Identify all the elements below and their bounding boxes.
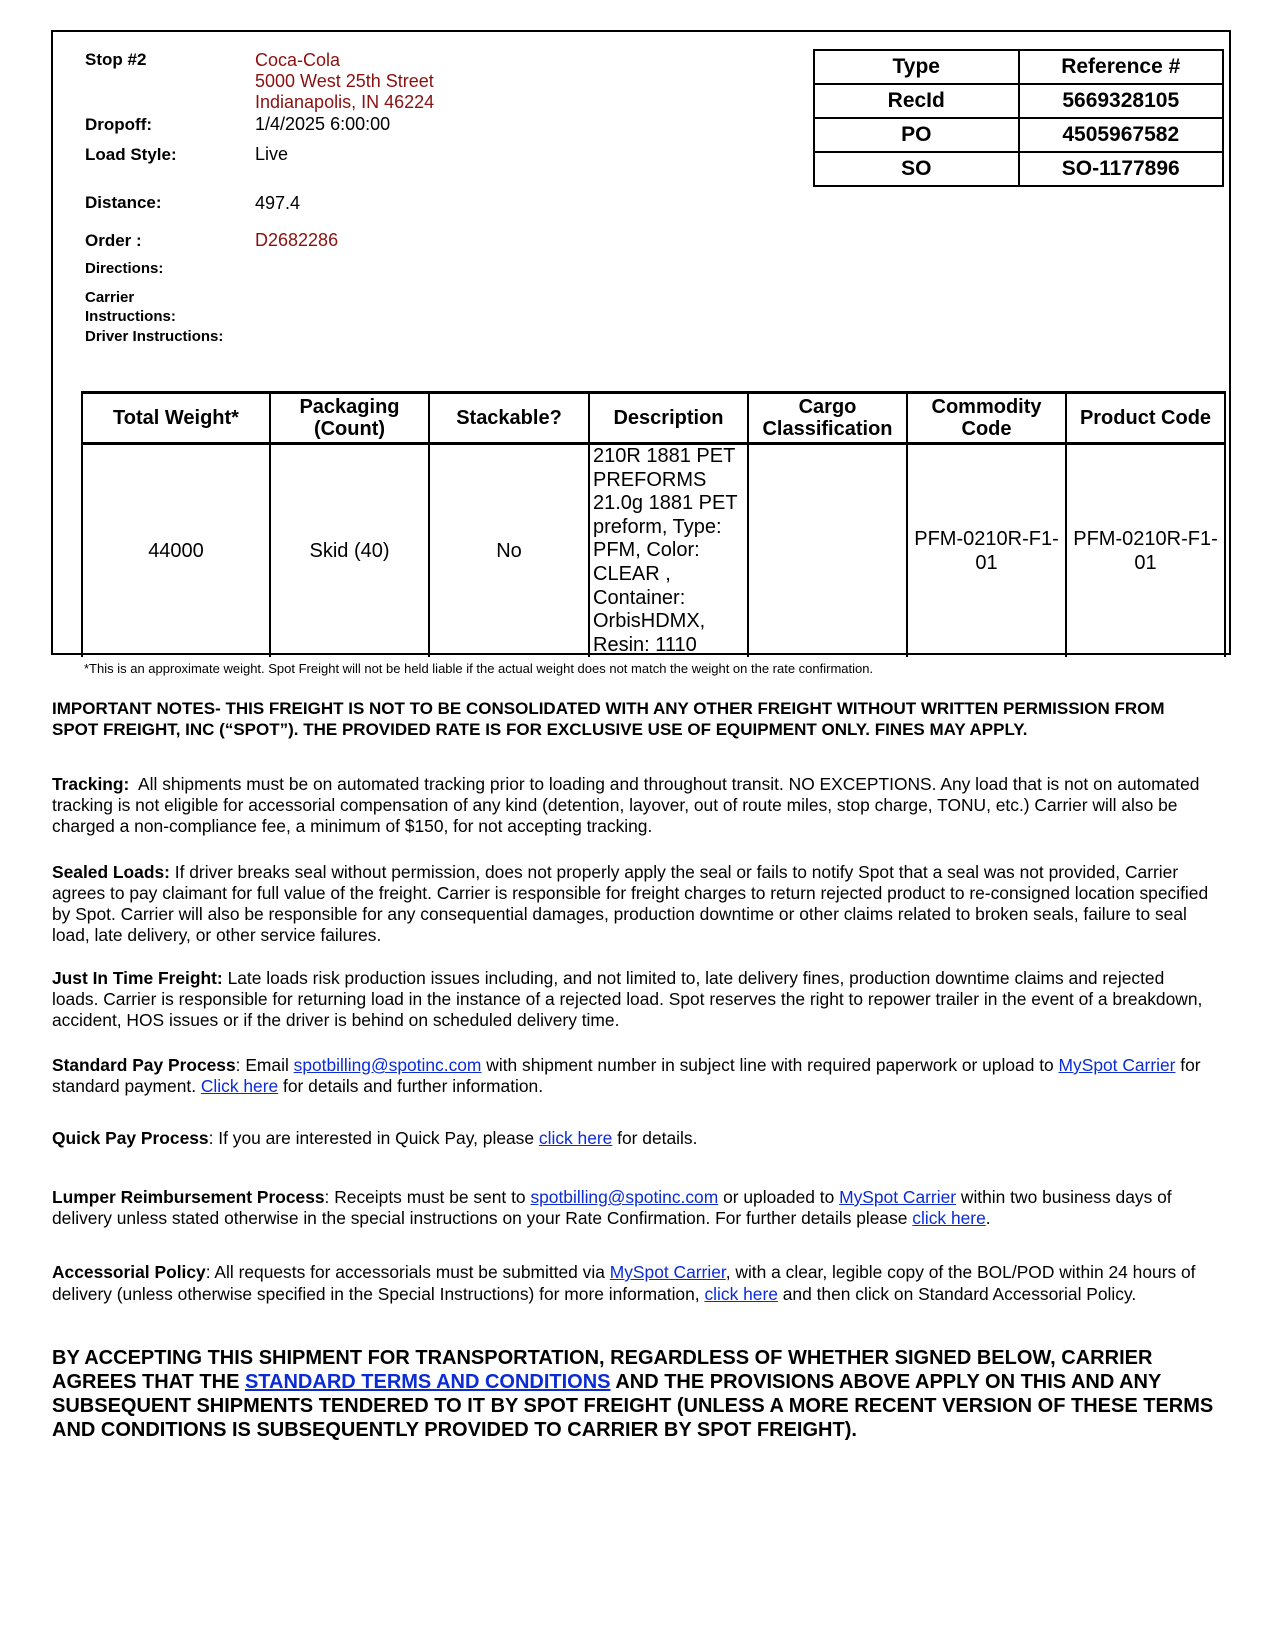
reference-number: 5669328105	[1019, 84, 1224, 118]
lumper-text: : Receipts must be sent to	[324, 1187, 531, 1207]
quick-pay-paragraph	[52, 1128, 1212, 1149]
cell-cargo-classification	[748, 444, 907, 658]
reference-number: 4505967582	[1019, 118, 1224, 152]
header-product-code: Product Code	[1066, 393, 1225, 444]
weight-footnote: *This is an approximate weight. Spot Freight will not be held liable if the actual weight does not match the weight on the rate confirmation.	[84, 661, 874, 676]
lumper-text: or uploaded to	[718, 1187, 840, 1207]
standard-pay-email-link[interactable]: spotbilling@spotinc.com	[293, 1055, 482, 1075]
accessorial-text: : All requests for accessorials must be submitted via	[205, 1262, 610, 1282]
reference-table	[813, 49, 1224, 187]
jit-text: Late loads risk production issues including, and not limited to, late delivery fines, production downtime claims and rejected loads. Carrier is responsible for returning load in the instance of a rejected load. Spot reserves the right to repower trailer in the event of a breakdown, accident, HOS issues or if the driver is behind on scheduled delivery time.	[52, 968, 1203, 1030]
jit-paragraph	[52, 968, 1212, 1031]
load-style-label: Load Style:	[85, 145, 177, 164]
sealed-loads-label: Sealed Loads:	[52, 862, 170, 882]
reference-header-type: Type	[814, 50, 1019, 84]
terms-text: BY ACCEPTING THIS SHIPMENT FOR TRANSPORTATION, REGARDLESS OF WHETHER SIGNED BELOW, CARRIER AGREES THAT THE	[52, 1347, 1153, 1393]
carrier-instructions-label-line2: Instructions:	[85, 308, 176, 325]
standard-terms-link[interactable]: STANDARD TERMS AND CONDITIONS	[244, 1371, 611, 1393]
standard-pay-text: for standard payment.	[52, 1055, 1201, 1096]
lumper-click-here-link[interactable]: click here	[912, 1208, 986, 1228]
lumper-myspot-carrier-link[interactable]: MySpot Carrier	[839, 1187, 957, 1207]
header-packaging: Packaging (Count)	[270, 393, 429, 444]
accessorial-text: and then click on Standard Accessorial Policy.	[777, 1284, 1137, 1304]
table-row	[814, 84, 1223, 118]
header-stackable: Stackable?	[429, 393, 589, 444]
sealed-loads-text: If driver breaks seal without permission, does not properly apply the seal or fails to notify Spot that a seal was not provided, Carrier agrees to pay claimant for full value of the freight. Carrier is responsible for freight charges to return rejected product to re-consigned location specified by Spot. Carrier will also be responsible for any consequential damages, production downtime or other claims related to broken seals, failure to seal load, late delivery, or other service failures.	[52, 862, 1209, 945]
standard-pay-label: Standard Pay Process	[52, 1055, 236, 1075]
cell-product-code: PFM-0210R-F1-01	[1066, 444, 1225, 658]
distance-value: 497.4	[255, 193, 301, 213]
tracking-paragraph	[52, 774, 1212, 837]
header-commodity-code: Commodity Code	[907, 393, 1066, 444]
lumper-label: Lumper Reimbursement Process	[52, 1187, 325, 1207]
jit-label: Just In Time Freight:	[52, 968, 223, 988]
accessorial-label: Accessorial Policy	[52, 1262, 206, 1282]
standard-pay-paragraph	[52, 1055, 1212, 1097]
cell-description: 210R 1881 PET PREFORMS 21.0g 1881 PET preform, Type: PFM, Color: CLEAR , Container: OrbisHDMX, Resin: 1110	[589, 444, 748, 658]
terms-acceptance-paragraph	[52, 1346, 1222, 1442]
reference-header-number: Reference #	[1019, 50, 1224, 84]
reference-type: RecId	[814, 84, 1019, 118]
dropoff-label: Dropoff:	[85, 115, 153, 134]
standard-pay-text: : Email	[235, 1055, 294, 1075]
header-cargo-classification: Cargo Classification	[748, 393, 907, 444]
reference-type: PO	[814, 118, 1019, 152]
reference-type: SO	[814, 152, 1019, 186]
tracking-text: All shipments must be on automated tracking prior to loading and throughout transit. NO EXCEPTIONS. Any load that is not on automated tracking is not eligible for accessorial compensation of any kind (detention, layover, out of route miles, stop charge, TONU, etc.) Carrier will also be charged a non-compliance fee, a minimum of $150, for not accepting tracking.	[52, 774, 1200, 836]
myspot-carrier-link[interactable]: MySpot Carrier	[1058, 1055, 1176, 1075]
tracking-label: Tracking:	[52, 774, 130, 794]
lumper-text: .	[985, 1208, 991, 1228]
freight-table	[81, 391, 1226, 657]
important-notes: IMPORTANT NOTES- THIS FREIGHT IS NOT TO BE CONSOLIDATED WITH ANY OTHER FREIGHT WITHOUT WRITTEN PERMISSION FROM SPOT FREIGHT, INC (“SPOT”). THE PROVIDED RATE IS FOR EXCLUSIVE USE OF EQUIPMENT ONLY. FINES MAY APPLY.	[52, 699, 1165, 739]
distance-label: Distance:	[85, 193, 162, 212]
table-row	[82, 444, 1225, 658]
quick-pay-click-here-link[interactable]: click here	[538, 1128, 613, 1148]
reference-number: SO-1177896	[1019, 152, 1224, 186]
cell-total-weight: 44000	[82, 444, 270, 658]
accessorial-click-here-link[interactable]: click here	[704, 1284, 778, 1304]
cell-commodity-code: PFM-0210R-F1-01	[907, 444, 1066, 658]
driver-instructions-label: Driver Instructions:	[85, 328, 224, 345]
accessorial-paragraph	[52, 1261, 1212, 1305]
cell-stackable: No	[429, 444, 589, 658]
standard-pay-click-here-link[interactable]: Click here	[200, 1076, 279, 1096]
table-row	[814, 118, 1223, 152]
order-value: D2682286	[255, 230, 339, 250]
terms-text: AND THE PROVISIONS ABOVE APPLY ON THIS AND ANY SUBSEQUENT SHIPMENTS TENDERED TO IT BY SPOT FREIGHT (UNLESS A MORE RECENT VERSION OF THESE TERMS AND CONDITIONS IS SUBSEQUENTLY PROVIDED TO CARRIER BY SPOT FREIGHT).	[52, 1371, 1214, 1441]
reference-header-row	[814, 50, 1223, 84]
quick-pay-text: for details.	[612, 1128, 698, 1148]
header-description: Description	[589, 393, 748, 444]
lumper-text: within two business days of delivery unless stated otherwise in the special instructions on your Rate Confirmation. For further details please	[52, 1187, 1172, 1228]
header-total-weight: Total Weight*	[82, 393, 270, 444]
table-row	[814, 152, 1223, 186]
load-style-value: Live	[255, 144, 289, 164]
quick-pay-text: : If you are interested in Quick Pay, please	[208, 1128, 539, 1148]
order-label: Order :	[85, 231, 142, 250]
dropoff-value: 1/4/2025 6:00:00	[255, 114, 391, 134]
sealed-loads-paragraph	[52, 862, 1212, 946]
lumper-email-link[interactable]: spotbilling@spotinc.com	[530, 1187, 719, 1207]
accessorial-myspot-carrier-link[interactable]: MySpot Carrier	[609, 1262, 726, 1282]
stop-company: Coca-Cola	[255, 50, 341, 70]
freight-header-row	[82, 393, 1225, 444]
standard-pay-text: with shipment number in subject line with required paperwork or upload to	[481, 1055, 1059, 1075]
carrier-instructions-label-line1: Carrier	[85, 289, 135, 306]
accessorial-text: , with a clear, legible copy of the BOL/POD within 24 hours of delivery (unless otherwise specified in the Special Instructions) for more information,	[52, 1262, 1196, 1304]
directions-label: Directions:	[85, 260, 164, 277]
lumper-paragraph	[52, 1187, 1212, 1229]
standard-pay-text: for details and further information.	[278, 1076, 544, 1096]
stop-label: Stop #2	[85, 50, 147, 69]
cell-packaging: Skid (40)	[270, 444, 429, 658]
stop-address-line1: 5000 West 25th Street	[255, 71, 434, 91]
quick-pay-label: Quick Pay Process	[52, 1128, 209, 1148]
stop-address-line2: Indianapolis, IN 46224	[255, 92, 435, 112]
